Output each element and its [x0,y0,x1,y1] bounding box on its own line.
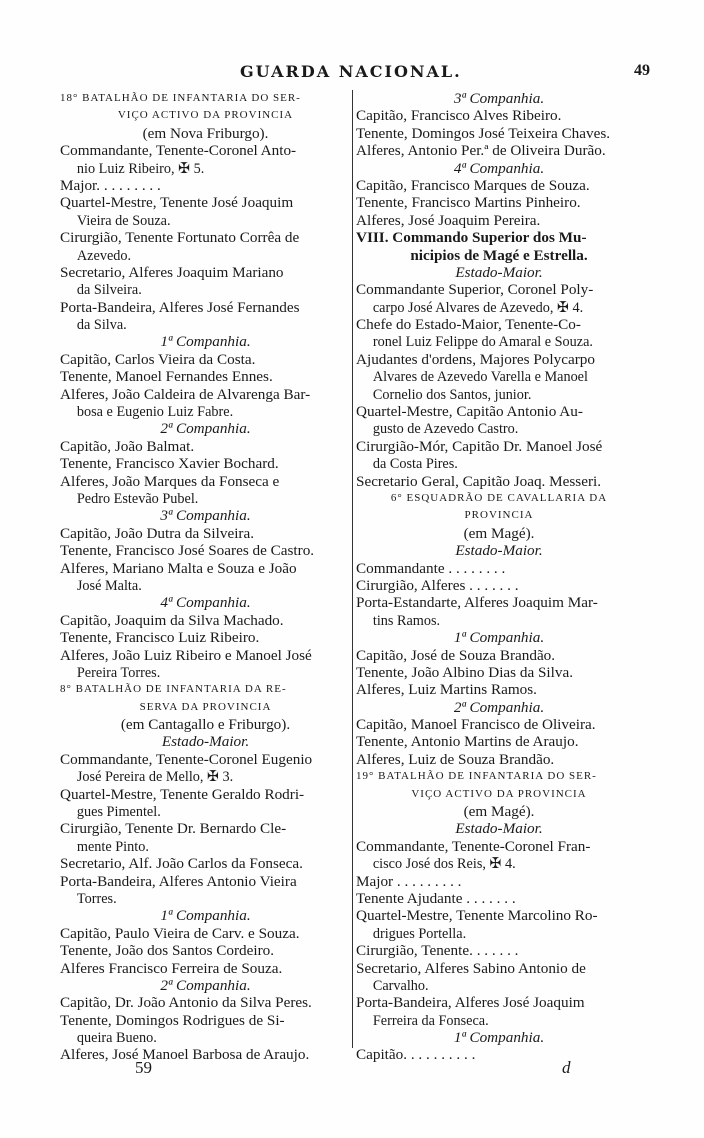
text-line: Secretario, Alferes Joaquim Mariano [60,263,284,281]
signature-mark-letter: d [562,1058,571,1077]
text-line: Capitão, Dr. João Antonio da Silva Peres. [60,994,312,1012]
text-line: Cirurgião, Alferes . . . . . . . [356,576,519,594]
text-line: 2ª Companhia. [160,420,251,438]
left-column [60,90,351,1064]
text-line: Pedro Estevão Pubel. [76,489,199,507]
text-line: da Costa Pires. [372,455,458,473]
text-line: José Malta. [76,576,142,594]
text-line: queira Bueno. [76,1029,157,1047]
text-line: Estado-Maior. [455,820,543,838]
text-line: Capitão, Francisco Alves Ribeiro. [356,107,562,125]
text-line: Estado-Maior. [455,263,543,281]
text-line: Alferes, João Marques da Fonseca e [60,472,280,490]
text-line: Alferes, José Manoel Barbosa de Araujo. [60,1046,310,1064]
text-line: Capitão, Francisco Marques de Souza. [356,176,590,194]
text-line: Tenente, Domingos José Teixeira Chaves. [356,124,611,142]
text-line: Ferreira da Fonseca. [372,1011,489,1029]
page-number: 49 [634,62,650,79]
text-line: Alferes, João Caldeira de Alvarenga Bar- [60,385,311,403]
text-line: Pereira Torres. [76,663,161,681]
text-line: (em Cantagallo e Friburgo). [120,716,291,734]
text-line: Capitão, José de Souza Brandão. [356,646,556,664]
text-line: Quartel-Mestre, Tenente Geraldo Rodri- [60,785,305,803]
text-line: Quartel-Mestre, Capitão Antonio Au- [356,403,583,421]
text-line: 1ª Companhia. [453,1029,545,1047]
signature-mark-number: 59 [135,1058,152,1077]
text-line: Porta-Bandeira, Alferes Antonio Vieira [60,872,297,890]
right-column [356,90,642,1064]
text-line: Alferes Francisco Ferreira de Souza. [60,959,283,977]
text-line: Chefe do Estado-Maior, Tenente-Co- [356,316,581,334]
text-line: Tenente, Francisco Luiz Ribeiro. [60,629,260,647]
text-line: Estado-Maior. [161,733,250,751]
text-line: Alferes, Mariano Malta e Souza e João [60,559,297,577]
text-line: 3ª Companhia. [160,507,251,525]
text-line: carpo José Alvares de Azevedo, ✠ 4. [372,298,584,316]
text-line: Cirurgião, Tenente Dr. Bernardo Cle- [60,820,287,838]
text-line: Porta-Bandeira, Alferes José Joaquim [356,994,585,1012]
text-line: Ajudantes d'ordens, Majores Polycarpo [356,350,595,368]
text-line: Tenente, Domingos Rodrigues de Si- [60,1011,285,1029]
text-line: da Silveira. [76,281,142,299]
text-line: Major. . . . . . . . . [60,176,161,194]
text-line: PROVINCIA [464,509,534,522]
text-line: Estado-Maior. [455,542,543,560]
text-line: Commandante Superior, Coronel Poly- [356,281,594,299]
text-line: Commandante, Tenente-Coronel Fran- [356,837,591,855]
text-line: Cirurgião, Tenente Fortunato Corrêa de [60,229,300,247]
text-line: VIII. Commando Superior dos Mu- [356,229,587,247]
page-title: GUARDA NACIONAL. [240,62,462,81]
text-line: 4ª Companhia. [453,159,545,177]
text-line: 1ª Companhia. [160,333,251,351]
text-line: 6° ESQUADRÃO DE CAVALLARIA DA [390,491,608,504]
text-line: 19° BATALHÃO DE INFANTARIA DO SER- [356,770,597,783]
text-line: Alferes, Luiz Martins Ramos. [356,681,537,699]
text-line: 18° BATALHÃO DE INFANTARIA DO SER- [60,92,301,104]
text-line: Carvalho. [372,976,429,994]
text-line: Commandante . . . . . . . . [356,559,506,577]
text-line: 2ª Companhia. [453,698,545,716]
text-line: Alferes, João Luiz Ribeiro e Manoel José [60,646,312,664]
text-line: Quartel-Mestre, Tenente Marcolino Ro- [356,907,598,925]
text-line: Capitão, Joaquim da Silva Machado. [60,611,284,629]
text-line: Capitão, Paulo Vieira de Carv. e Souza. [60,924,300,942]
text-line: drigues Portella. [372,924,467,942]
text-line: Tenente, Antonio Martins de Araujo. [356,733,579,751]
text-line: gusto de Azevedo Castro. [372,420,519,438]
text-line: Secretario, Alf. João Carlos da Fonseca. [60,855,303,873]
running-header [60,62,650,82]
text-line: Tenente, Manoel Fernandes Ennes. [60,368,273,386]
text-line: Porta-Estandarte, Alferes Joaquim Mar- [356,594,598,612]
text-line: 1ª Companhia. [453,629,545,647]
text-line: Alferes, José Joaquim Pereira. [356,211,541,229]
text-line: Capitão, João Dutra da Silveira. [60,524,255,542]
text-line: Porta-Bandeira, Alferes José Fernandes [60,298,300,316]
text-line: tins Ramos. [372,611,441,629]
text-line: Torres. [76,889,117,907]
text-line: 1ª Companhia. [160,907,251,925]
text-line: Capitão, Manoel Francisco de Oliveira. [356,716,596,734]
column-divider [352,90,353,1048]
text-line: Secretario Geral, Capitão Joaq. Messeri. [356,472,602,490]
text-line: mente Pinto. [76,837,149,855]
text-line: (em Magé). [463,803,535,821]
text-line: Tenente Ajudante . . . . . . . [356,889,516,907]
text-line: Capitão. . . . . . . . . . [356,1046,476,1064]
text-line: 8° BATALHÃO DE INFANTARIA DA RE- [60,683,287,696]
text-line: Capitão, João Balmat. [60,437,195,455]
text-line: Quartel-Mestre, Tenente José Joaquim [60,194,294,212]
page-footer [60,1058,650,1080]
text-line: Azevedo. [76,246,132,264]
text-line: nio Luiz Ribeiro, ✠ 5. [76,159,205,177]
text-line: Tenente, Francisco José Soares de Castro. [60,542,315,560]
text-line: ronel Luiz Felippe do Amaral e Souza. [372,333,593,351]
text-line: Tenente, João Albino Dias da Silva. [356,663,574,681]
text-line: Alferes, Antonio Per.ª de Oliveira Durão. [356,142,606,160]
text-line: Commandante, Tenente-Coronel Anto- [60,142,297,160]
text-line: Tenente, João dos Santos Cordeiro. [60,942,275,960]
text-line: Major . . . . . . . . . [356,872,462,890]
text-line: 2ª Companhia. [160,976,251,994]
text-line: gues Pimentel. [76,803,161,821]
text-line: Cirurgião-Mór, Capitão Dr. Manoel José [356,437,603,455]
text-line: (em Magé). [463,524,535,542]
text-line: bosa e Eugenio Luiz Fabre. [76,403,234,421]
text-line: Tenente, Francisco Martins Pinheiro. [356,194,581,212]
text-line: VIÇO ACTIVO DA PROVINCIA [411,787,587,800]
text-line: Alferes, Luiz de Souza Brandão. [356,750,555,768]
text-line: Capitão, Carlos Vieira da Costa. [60,350,256,368]
text-line: nicipios de Magé e Estrella. [410,246,588,264]
text-line: Alvares de Azevedo Varella e Manoel [372,368,588,386]
text-line: 3ª Companhia. [453,90,545,107]
text-line: (em Nova Friburgo). [142,124,269,142]
text-line: José Pereira de Mello, ✠ 3. [76,768,234,786]
text-line: VIÇO ACTIVO DA PROVINCIA [117,109,294,122]
text-line: Vieira de Souza. [76,211,171,229]
text-line: da Silva. [76,316,127,334]
text-line: 4ª Companhia. [160,594,251,612]
text-line: Cornelio dos Santos, junior. [372,385,532,403]
text-line: Tenente, Francisco Xavier Bochard. [60,455,279,473]
text-line: Secretario, Alferes Sabino Antonio de [356,959,586,977]
text-line: Cirurgião, Tenente. . . . . . . [356,942,519,960]
text-line: Commandante, Tenente-Coronel Eugenio [60,750,313,768]
text-line: cisco José dos Reis, ✠ 4. [372,855,516,873]
text-line: SERVA DA PROVINCIA [139,700,272,713]
